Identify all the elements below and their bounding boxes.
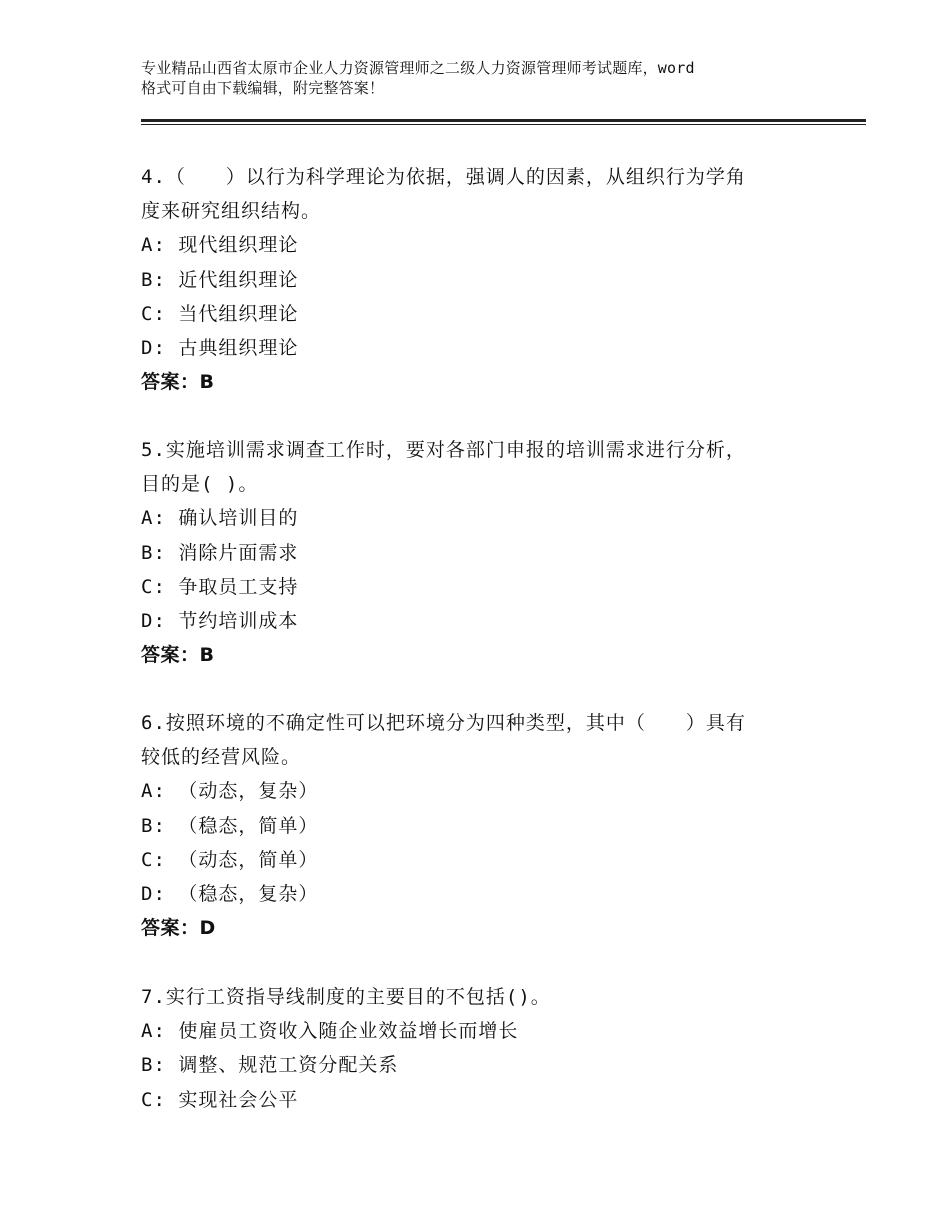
option-a: A: 现代组织理论 <box>141 234 299 257</box>
question-stem-line-1: 5.实施培训需求调查工作时，要对各部门申报的培训需求进行分析， <box>141 439 746 461</box>
header-divider-thick <box>141 119 866 122</box>
option-b: B: 近代组织理论 <box>141 268 299 291</box>
option-b: B: 消除片面需求 <box>141 541 299 564</box>
question-stem-line-2: 目的是( )。 <box>141 473 259 496</box>
option-b: B: （稳态，简单） <box>141 814 319 837</box>
document-header <box>141 58 841 98</box>
answer-line: 答案：D <box>141 917 216 940</box>
option-b: B: 调整、规范工资分配关系 <box>141 1054 399 1077</box>
question-6 <box>141 706 821 945</box>
option-d: D: 节约培训成本 <box>141 609 299 632</box>
option-d: D: 古典组织理论 <box>141 336 299 359</box>
option-a: A: 确认培训目的 <box>141 507 299 530</box>
question-7 <box>141 980 821 1117</box>
header-divider-thin <box>141 124 866 125</box>
question-stem-line-1: 6.按照环境的不确定性可以把环境分为四种类型，其中（ ）具有 <box>141 712 746 734</box>
option-a: A: 使雇员工资收入随企业效益增长而增长 <box>141 1020 519 1043</box>
option-a: A: （动态，复杂） <box>141 780 319 803</box>
option-c: C: 实现社会公平 <box>141 1088 299 1111</box>
answer-line: 答案：B <box>141 371 215 394</box>
question-stem-line-2: 度来研究组织结构。 <box>141 200 322 223</box>
option-d: D: （稳态，复杂） <box>141 882 319 905</box>
question-stem-line-1: 7.实行工资指导线制度的主要目的不包括()。 <box>141 986 551 1008</box>
question-4 <box>141 160 821 399</box>
question-stem-line-1: 4.（ ）以行为科学理论为依据，强调人的因素，从组织行为学角 <box>141 166 746 188</box>
option-c: C: 争取员工支持 <box>141 575 299 598</box>
header-title-line-2: 格式可自由下载编辑，附完整答案！ <box>141 79 385 97</box>
header-title-line-1: 专业精品山西省太原市企业人力资源管理师之二级人力资源管理师考试题库，word <box>141 59 695 77</box>
question-stem-line-2: 较低的经营风险。 <box>141 746 302 769</box>
question-5 <box>141 433 821 672</box>
option-c: C: 当代组织理论 <box>141 302 299 325</box>
answer-line: 答案：B <box>141 644 215 667</box>
option-c: C: （动态，简单） <box>141 848 319 871</box>
